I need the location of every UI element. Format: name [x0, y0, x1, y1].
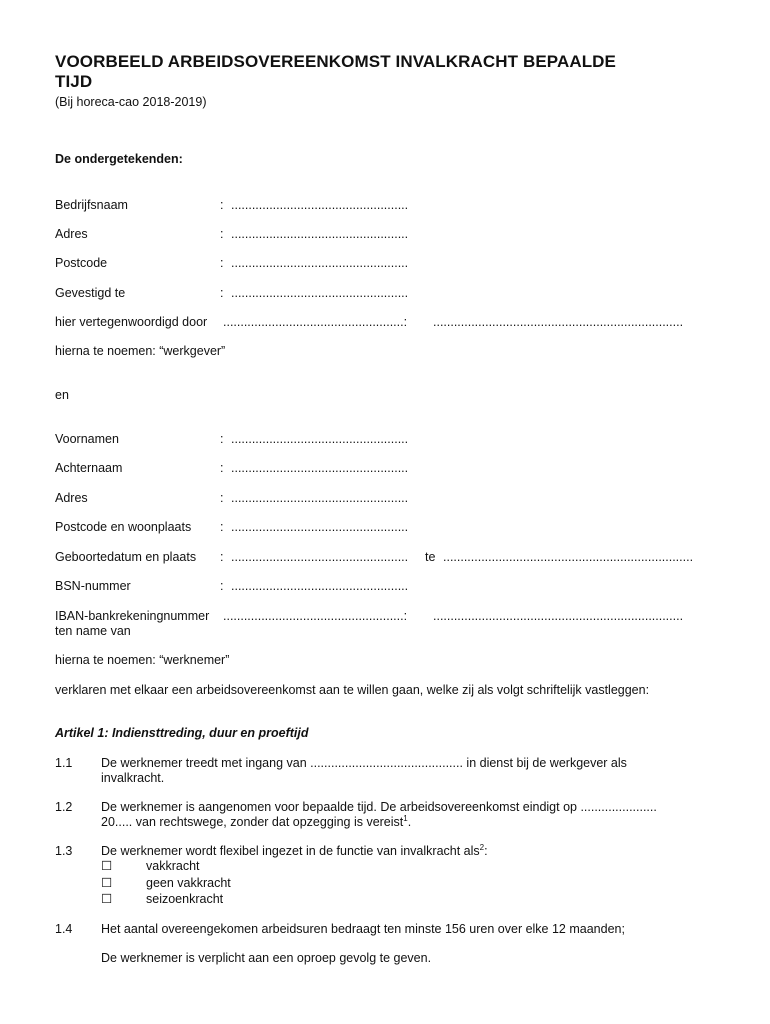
field-label-birth: Geboortedatum en plaats: [55, 550, 197, 564]
field-colon: :: [220, 491, 224, 505]
field-label-iban: IBAN-bankrekeningnummer: [55, 609, 210, 623]
clause-number: 1.4: [55, 922, 73, 936]
employer-called: hierna te noemen: “werkgever”: [55, 344, 226, 358]
field-label-bsn: BSN-nummer: [55, 579, 131, 593]
clause-number: 1.2: [55, 800, 73, 814]
clause-1-3-text: De werknemer wordt flexibel ingezet in de functie van invalkracht als: [101, 844, 480, 858]
article-1-title: Artikel 1: Indiensttreding, duur en proeftijd: [55, 726, 309, 740]
employee-called: hierna te noemen: “werknemer”: [55, 653, 230, 667]
field-label-postcode: Postcode: [55, 256, 108, 270]
clause-1-4-line1: Het aantal overeengekomen arbeidsuren bedraagt ten minste 156 uren over elke 12 maanden;: [101, 922, 625, 936]
field-colon: :: [220, 227, 224, 241]
iban-holder-field[interactable]: ........................................................................: [433, 609, 684, 623]
field-colon: :: [220, 461, 224, 475]
firstnames-field[interactable]: ...................................................: [231, 432, 409, 446]
clause-1-2-line1: De werknemer is aangenomen voor bepaalde tijd. De arbeidsovereenkomst eindigt op ......................: [101, 800, 657, 814]
bsn-field[interactable]: ...................................................: [231, 579, 409, 593]
clause-1-3-line1: [101, 844, 488, 858]
field-colon: :: [220, 579, 224, 593]
checkbox-seizoenkracht[interactable]: ☐: [101, 892, 113, 906]
birth-te: te: [425, 550, 436, 564]
declaration-text: verklaren met elkaar een arbeidsovereenkomst aan te willen gaan, welke zij als volgt schriftelijk vastleggen:: [55, 683, 650, 697]
iban-field[interactable]: ....................................................:: [223, 609, 408, 623]
parties-heading: De ondergetekenden:: [55, 152, 183, 166]
employer-location-field[interactable]: ...................................................: [231, 286, 409, 300]
representative-role-field[interactable]: ........................................................................: [433, 315, 684, 329]
checkbox-vakkracht[interactable]: ☐: [101, 859, 113, 873]
company-name-field[interactable]: ...................................................: [231, 198, 409, 212]
postcode-city-field[interactable]: ...................................................: [231, 520, 409, 534]
employer-address-field[interactable]: ...................................................: [231, 227, 409, 241]
footnote-ref-2[interactable]: 2: [479, 842, 485, 852]
field-label-lastname: Achternaam: [55, 461, 123, 475]
field-label-employee-address: Adres: [55, 491, 88, 505]
clause-1-2-line2-end: .: [407, 815, 412, 829]
option-geen-vakkracht: geen vakkracht: [146, 876, 231, 890]
employer-postcode-field[interactable]: ...................................................: [231, 256, 409, 270]
option-vakkracht: vakkracht: [146, 859, 200, 873]
birthdate-field[interactable]: ...................................................: [231, 550, 409, 564]
title-line-2: TIJD: [55, 72, 93, 91]
clause-1-4-line2: De werknemer is verplicht aan een oproep gevolg te geven.: [101, 951, 432, 965]
title-line-1: VOORBEELD ARBEIDSOVEREENKOMST INVALKRACHT BEPAALDE: [55, 52, 616, 71]
field-label-company: Bedrijfsnaam: [55, 198, 128, 212]
clause-1-1-line2: invalkracht.: [101, 771, 165, 785]
footnote-ref-1[interactable]: 1: [403, 813, 408, 823]
field-label-located: Gevestigd te: [55, 286, 126, 300]
connector-en: en: [55, 388, 69, 402]
field-colon: :: [220, 550, 224, 564]
field-label-represented: hier vertegenwoordigd door: [55, 315, 208, 329]
field-label-iban-holder: ten name van: [55, 624, 131, 638]
clause-1-2-line2-text: 20..... van rechtswege, zonder dat opzegging is vereist: [101, 815, 404, 829]
lastname-field[interactable]: ...................................................: [231, 461, 409, 475]
clause-1-3-end: :: [484, 844, 488, 858]
field-label-postcode-city: Postcode en woonplaats: [55, 520, 192, 534]
clause-number: 1.1: [55, 756, 73, 770]
field-colon: :: [220, 286, 224, 300]
clause-number: 1.3: [55, 844, 73, 858]
field-colon: :: [220, 198, 224, 212]
employee-address-field[interactable]: ...................................................: [231, 491, 409, 505]
checkbox-geen-vakkracht[interactable]: ☐: [101, 876, 113, 890]
option-seizoenkracht: seizoenkracht: [146, 892, 224, 906]
clause-1-1-line1: De werknemer treedt met ingang van ............................................ in dienst bij de werkgever als: [101, 756, 627, 770]
field-colon: :: [220, 256, 224, 270]
field-label-firstnames: Voornamen: [55, 432, 119, 446]
subtitle: (Bij horeca-cao 2018-2019): [55, 95, 207, 109]
document-title: [55, 52, 616, 92]
birthplace-field[interactable]: ........................................................................: [443, 550, 694, 564]
representative-name-field[interactable]: ....................................................:: [223, 315, 408, 329]
field-label-address: Adres: [55, 227, 88, 241]
clause-1-2-line2: [101, 815, 411, 829]
field-colon: :: [220, 520, 224, 534]
field-colon: :: [220, 432, 224, 446]
